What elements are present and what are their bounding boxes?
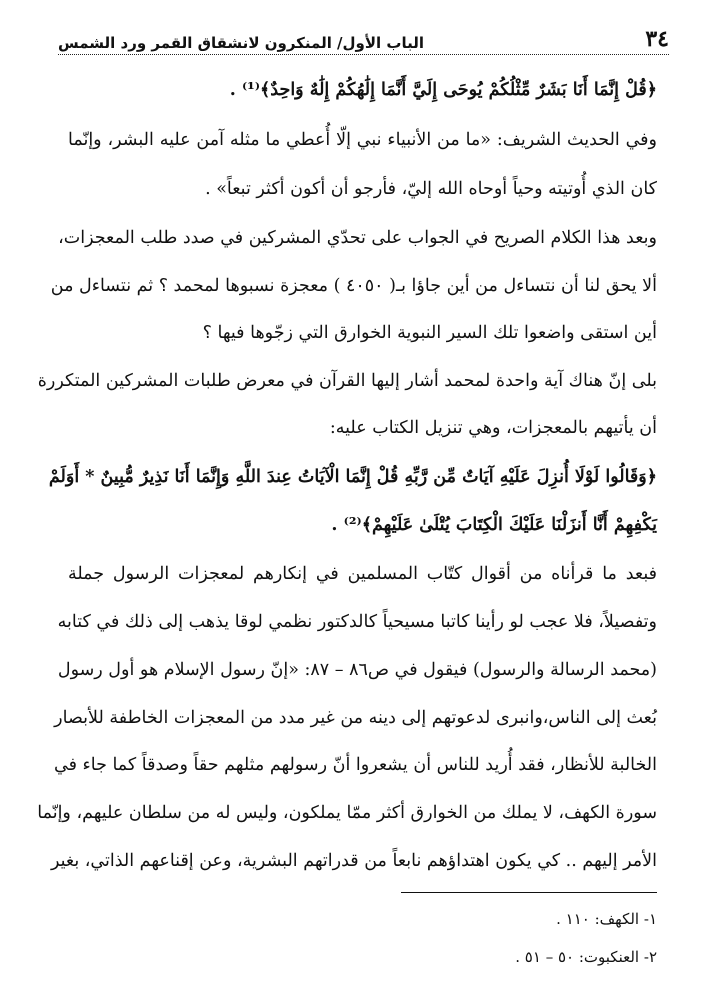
body-line: كان الذي أُوتيته وحياً أوحاه الله إليّ، فأرجو أن أكون أكثر تبعاً» . <box>205 179 657 199</box>
body-line: ألا يحق لنا أن نتساءل من أين جاؤا بـ( ٤٠٥٠ ) معجزة نسبوها لمحمد ؟ ثم نتساءل من <box>50 276 657 296</box>
body-line: الخالبة للأنظار، فقد أُريد للناس أن يشعروا أنّ رسولهم مثلهم حقاً وصدقاً كما جاء في <box>54 755 657 775</box>
body-line: فبعد ما قرأناه من أقوال كتّاب المسلمين في إنكارهم لمعجزات الرسول جملة <box>68 564 657 584</box>
page-number: ٣٤ <box>645 26 669 52</box>
quran-verse-line: ﴿قُلْ إِنَّمَا أَنَا بَشَرٌ مِّثْلُكُمْ يُوحَى إِلَيَّ أَنَّمَا إِلَٰهُكُمْ إِلَٰهٌ وَاحِدٌ﴾⁽¹⁾ . <box>229 80 657 100</box>
body-line: أن يأتيهم بالمعجزات، وهي تنزيل الكتاب عليه: <box>329 418 657 438</box>
body-line: الأمر إليهم .. كي يكون اهتداؤهم نابعاً من قدراتهم البشرية، وعن إقناعهم الذاتي، بغير <box>50 851 657 871</box>
body-line: سورة الكهف، لا يملك من الخوارق أكثر ممّا يملكون، وليس له من سلطان عليهم، وإنّما <box>37 803 657 823</box>
footnote-divider <box>401 892 657 893</box>
running-title: الباب الأول/ المنكرون لانشقاق القمر ورد الشمس <box>58 34 425 52</box>
body-line: وتفصيلاً، فلا عجب لو رأينا كاتبا مسيحياً كالدكتور نظمي لوقا يذهب إلى ذلك في كتابه <box>57 612 657 632</box>
page-header <box>58 26 669 55</box>
quran-verse-line: ﴿وَقَالُوا لَوْلَا أُنزِلَ عَلَيْهِ آيَاتٌ مِّن رَّبِّهِ قُلْ إِنَّمَا الْآيَاتُ عِندَ اللَّهِ وَإِنَّمَا أَنَا نَذِيرٌ مُّبِينٌ * أَوَلَمْ <box>48 467 657 487</box>
footnote-2: ٢- العنكبوت: ٥٠ – ٥١ . <box>515 948 657 966</box>
body-line: وفي الحديث الشريف: «ما من الأنبياء نبي إلّا أُعطي ما مثله آمن عليه البشر، وإنّما <box>68 130 657 150</box>
body-line: بُعث إلى الناس،وانبرى لدعوتهم إلى دينه من غير مدد من المعجزات الخاطفة للأبصار <box>54 708 657 728</box>
body-line: أين استقى واضعوا تلك السير النبوية الخوارق التي زجّوها فيها ؟ <box>202 323 657 343</box>
footnote-1: ١- الكهف: ١١٠ . <box>556 910 657 928</box>
quran-verse-line: يَكْفِهِمْ أَنَّا أَنزَلْنَا عَلَيْكَ الْكِتَابَ يُتْلَىٰ عَلَيْهِمْ﴾⁽²⁾ . <box>331 515 657 535</box>
body-line: بلى إنّ هناك آية واحدة لمحمد أشار إليها القرآن في معرض طلبات المشركين المتكررة <box>37 371 657 391</box>
body-line: (محمد الرسالة والرسول) فيقول في ص٨٦ – ٨٧: «إنّ رسول الإسلام هو أول رسول <box>57 660 657 680</box>
body-line: وبعد هذا الكلام الصريح في الجواب على تحدّي المشركين في صدد طلب المعجزات، <box>58 228 657 248</box>
